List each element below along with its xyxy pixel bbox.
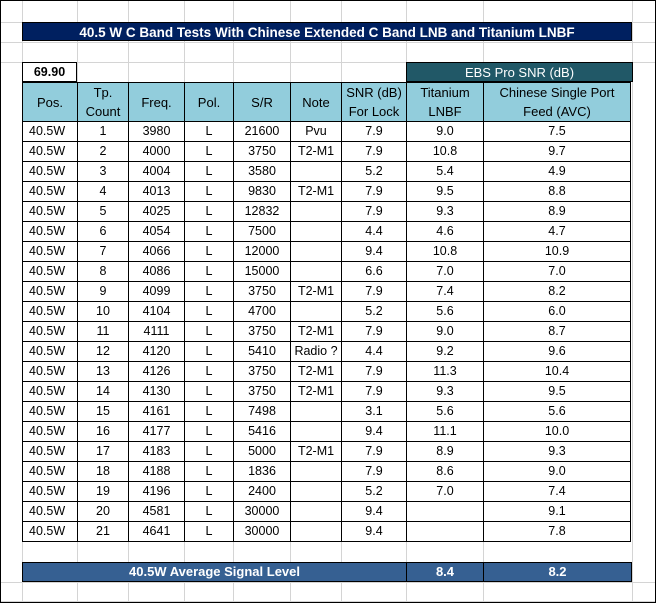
cell-pol[interactable]: L xyxy=(185,362,234,382)
cell-snr-lock[interactable]: 5.2 xyxy=(342,162,407,182)
cell-freq[interactable]: 4188 xyxy=(129,462,185,482)
cell-chinese-snr[interactable]: 9.1 xyxy=(484,502,631,522)
cell-pos[interactable]: 40.5W xyxy=(23,402,78,422)
cell-snr-lock[interactable]: 9.4 xyxy=(342,522,407,542)
cell-pol[interactable]: L xyxy=(185,122,234,142)
cell-freq[interactable]: 3980 xyxy=(129,122,185,142)
cell-sr[interactable]: 3750 xyxy=(234,382,291,402)
cell-snr-lock[interactable]: 9.4 xyxy=(342,422,407,442)
cell-sr[interactable]: 21600 xyxy=(234,122,291,142)
cell-titanium-snr[interactable]: 9.0 xyxy=(407,122,484,142)
cell-freq[interactable]: 4641 xyxy=(129,522,185,542)
cell-pol[interactable]: L xyxy=(185,142,234,162)
header-titanium-lnbf[interactable]: Titanium LNBF xyxy=(407,83,484,122)
cell-sr[interactable]: 30000 xyxy=(234,502,291,522)
cell-note[interactable]: T2-M1 xyxy=(291,382,342,402)
cell-freq[interactable]: 4177 xyxy=(129,422,185,442)
cell-tp-count[interactable]: 3 xyxy=(78,162,129,182)
header-pos[interactable]: Pos. xyxy=(23,83,78,122)
value-cell[interactable]: 69.90 xyxy=(22,62,77,82)
cell-sr[interactable]: 5000 xyxy=(234,442,291,462)
cell-tp-count[interactable]: 5 xyxy=(78,202,129,222)
cell-chinese-snr[interactable]: 6.0 xyxy=(484,302,631,322)
cell-tp-count[interactable]: 17 xyxy=(78,442,129,462)
cell-titanium-snr[interactable]: 7.4 xyxy=(407,282,484,302)
cell-sr[interactable]: 7498 xyxy=(234,402,291,422)
cell-tp-count[interactable]: 9 xyxy=(78,282,129,302)
cell-chinese-snr[interactable]: 9.5 xyxy=(484,382,631,402)
cell-pos[interactable]: 40.5W xyxy=(23,142,78,162)
cell-tp-count[interactable]: 6 xyxy=(78,222,129,242)
cell-freq[interactable]: 4025 xyxy=(129,202,185,222)
cell-pos[interactable]: 40.5W xyxy=(23,162,78,182)
average-label[interactable]: 40.5W Average Signal Level xyxy=(23,563,407,581)
cell-snr-lock[interactable]: 7.9 xyxy=(342,462,407,482)
cell-note[interactable]: T2-M1 xyxy=(291,142,342,162)
cell-chinese-snr[interactable]: 10.4 xyxy=(484,362,631,382)
cell-titanium-snr[interactable]: 11.1 xyxy=(407,422,484,442)
cell-sr[interactable]: 3580 xyxy=(234,162,291,182)
cell-tp-count[interactable]: 14 xyxy=(78,382,129,402)
cell-snr-lock[interactable]: 5.2 xyxy=(342,482,407,502)
cell-chinese-snr[interactable]: 10.0 xyxy=(484,422,631,442)
cell-tp-count[interactable]: 1 xyxy=(78,122,129,142)
cell-chinese-snr[interactable]: 9.0 xyxy=(484,462,631,482)
header-note[interactable]: Note xyxy=(291,83,342,122)
cell-freq[interactable]: 4099 xyxy=(129,282,185,302)
cell-pos[interactable]: 40.5W xyxy=(23,302,78,322)
cell-pos[interactable]: 40.5W xyxy=(23,242,78,262)
cell-freq[interactable]: 4111 xyxy=(129,322,185,342)
cell-freq[interactable]: 4120 xyxy=(129,342,185,362)
cell-chinese-snr[interactable]: 7.4 xyxy=(484,482,631,502)
cell-freq[interactable]: 4126 xyxy=(129,362,185,382)
cell-chinese-snr[interactable]: 10.9 xyxy=(484,242,631,262)
cell-sr[interactable]: 5410 xyxy=(234,342,291,362)
cell-snr-lock[interactable]: 7.9 xyxy=(342,362,407,382)
cell-pol[interactable]: L xyxy=(185,202,234,222)
cell-titanium-snr[interactable]: 5.6 xyxy=(407,402,484,422)
cell-pol[interactable]: L xyxy=(185,382,234,402)
cell-note[interactable]: Radio ? xyxy=(291,342,342,362)
cell-snr-lock[interactable]: 7.9 xyxy=(342,282,407,302)
cell-tp-count[interactable]: 11 xyxy=(78,322,129,342)
cell-sr[interactable]: 3750 xyxy=(234,362,291,382)
cell-chinese-snr[interactable]: 4.9 xyxy=(484,162,631,182)
cell-note[interactable]: T2-M1 xyxy=(291,442,342,462)
cell-tp-count[interactable]: 2 xyxy=(78,142,129,162)
cell-titanium-snr[interactable]: 10.8 xyxy=(407,142,484,162)
cell-snr-lock[interactable]: 7.9 xyxy=(342,202,407,222)
cell-sr[interactable]: 4700 xyxy=(234,302,291,322)
cell-pos[interactable]: 40.5W xyxy=(23,522,78,542)
cell-pos[interactable]: 40.5W xyxy=(23,182,78,202)
cell-titanium-snr[interactable]: 8.6 xyxy=(407,462,484,482)
cell-titanium-snr[interactable]: 7.0 xyxy=(407,262,484,282)
header-snr-lock[interactable]: SNR (dB) For Lock xyxy=(342,83,407,122)
cell-chinese-snr[interactable]: 7.0 xyxy=(484,262,631,282)
cell-sr[interactable]: 5416 xyxy=(234,422,291,442)
cell-sr[interactable]: 15000 xyxy=(234,262,291,282)
cell-sr[interactable]: 9830 xyxy=(234,182,291,202)
cell-pol[interactable]: L xyxy=(185,182,234,202)
cell-freq[interactable]: 4183 xyxy=(129,442,185,462)
cell-titanium-snr[interactable]: 9.3 xyxy=(407,202,484,222)
cell-sr[interactable]: 1836 xyxy=(234,462,291,482)
cell-pos[interactable]: 40.5W xyxy=(23,122,78,142)
cell-snr-lock[interactable]: 9.4 xyxy=(342,242,407,262)
cell-freq[interactable]: 4013 xyxy=(129,182,185,202)
cell-pos[interactable]: 40.5W xyxy=(23,262,78,282)
cell-pol[interactable]: L xyxy=(185,282,234,302)
cell-pos[interactable]: 40.5W xyxy=(23,342,78,362)
cell-pos[interactable]: 40.5W xyxy=(23,462,78,482)
cell-sr[interactable]: 12000 xyxy=(234,242,291,262)
cell-pol[interactable]: L xyxy=(185,522,234,542)
cell-titanium-snr[interactable]: 11.3 xyxy=(407,362,484,382)
cell-pos[interactable]: 40.5W xyxy=(23,502,78,522)
cell-titanium-snr[interactable]: 5.4 xyxy=(407,162,484,182)
cell-chinese-snr[interactable]: 9.7 xyxy=(484,142,631,162)
cell-snr-lock[interactable]: 4.4 xyxy=(342,222,407,242)
cell-chinese-snr[interactable]: 9.6 xyxy=(484,342,631,362)
cell-pos[interactable]: 40.5W xyxy=(23,322,78,342)
cell-pol[interactable]: L xyxy=(185,302,234,322)
header-chinese-feed[interactable]: Chinese Single Port Feed (AVC) xyxy=(484,83,631,122)
cell-sr[interactable]: 3750 xyxy=(234,282,291,302)
cell-snr-lock[interactable]: 9.4 xyxy=(342,502,407,522)
cell-pol[interactable]: L xyxy=(185,422,234,442)
cell-pos[interactable]: 40.5W xyxy=(23,222,78,242)
cell-pol[interactable]: L xyxy=(185,402,234,422)
cell-pol[interactable]: L xyxy=(185,162,234,182)
chinese-average[interactable]: 8.2 xyxy=(484,563,631,581)
cell-pos[interactable]: 40.5W xyxy=(23,442,78,462)
cell-snr-lock[interactable]: 5.2 xyxy=(342,302,407,322)
header-sr[interactable]: S/R xyxy=(234,83,291,122)
header-pol[interactable]: Pol. xyxy=(185,83,234,122)
cell-freq[interactable]: 4086 xyxy=(129,262,185,282)
cell-sr[interactable]: 7500 xyxy=(234,222,291,242)
cell-tp-count[interactable]: 15 xyxy=(78,402,129,422)
cell-snr-lock[interactable]: 3.1 xyxy=(342,402,407,422)
cell-pol[interactable]: L xyxy=(185,322,234,342)
ebs-pro-snr-header: EBS Pro SNR (dB) xyxy=(406,62,633,82)
cell-pol[interactable]: L xyxy=(185,462,234,482)
cell-sr[interactable]: 3750 xyxy=(234,322,291,342)
cell-pol[interactable]: L xyxy=(185,262,234,282)
cell-titanium-snr[interactable]: 9.5 xyxy=(407,182,484,202)
cell-chinese-snr[interactable]: 5.6 xyxy=(484,402,631,422)
cell-note[interactable]: T2-M1 xyxy=(291,282,342,302)
cell-chinese-snr[interactable]: 8.9 xyxy=(484,202,631,222)
cell-tp-count[interactable]: 19 xyxy=(78,482,129,502)
cell-chinese-snr[interactable]: 7.5 xyxy=(484,122,631,142)
cell-pos[interactable]: 40.5W xyxy=(23,282,78,302)
cell-freq[interactable]: 4196 xyxy=(129,482,185,502)
cell-snr-lock[interactable]: 4.4 xyxy=(342,342,407,362)
cell-titanium-snr[interactable]: 7.0 xyxy=(407,482,484,502)
header-freq[interactable]: Freq. xyxy=(129,83,185,122)
cell-pol[interactable]: L xyxy=(185,482,234,502)
cell-titanium-snr[interactable]: 9.3 xyxy=(407,382,484,402)
titanium-average[interactable]: 8.4 xyxy=(407,563,484,581)
cell-tp-count[interactable]: 7 xyxy=(78,242,129,262)
cell-chinese-snr[interactable]: 7.8 xyxy=(484,522,631,542)
cell-freq[interactable]: 4161 xyxy=(129,402,185,422)
cell-sr[interactable]: 12832 xyxy=(234,202,291,222)
cell-pol[interactable]: L xyxy=(185,502,234,522)
cell-note[interactable]: T2-M1 xyxy=(291,362,342,382)
cell-freq[interactable]: 4130 xyxy=(129,382,185,402)
header-tp-count[interactable]: Tp. Count xyxy=(78,83,129,122)
cell-pos[interactable]: 40.5W xyxy=(23,202,78,222)
cell-freq[interactable]: 4104 xyxy=(129,302,185,322)
cell-titanium-snr[interactable]: 10.8 xyxy=(407,242,484,262)
cell-snr-lock[interactable]: 7.9 xyxy=(342,382,407,402)
sheet-title: 40.5 W C Band Tests With Chinese Extended C Band LNB and Titanium LNBF xyxy=(22,22,632,41)
cell-freq[interactable]: 4004 xyxy=(129,162,185,182)
cell-pol[interactable]: L xyxy=(185,342,234,362)
cell-freq[interactable]: 4000 xyxy=(129,142,185,162)
cell-pol[interactable]: L xyxy=(185,242,234,262)
cell-freq[interactable]: 4066 xyxy=(129,242,185,262)
cell-tp-count[interactable]: 21 xyxy=(78,522,129,542)
cell-titanium-snr[interactable]: 5.6 xyxy=(407,302,484,322)
cell-note[interactable]: T2-M1 xyxy=(291,182,342,202)
cell-freq[interactable]: 4581 xyxy=(129,502,185,522)
cell-pos[interactable]: 40.5W xyxy=(23,382,78,402)
cell-chinese-snr[interactable]: 8.2 xyxy=(484,282,631,302)
cell-sr[interactable]: 2400 xyxy=(234,482,291,502)
cell-pos[interactable]: 40.5W xyxy=(23,362,78,382)
cell-chinese-snr[interactable]: 9.3 xyxy=(484,442,631,462)
cell-sr[interactable]: 30000 xyxy=(234,522,291,542)
cell-snr-lock[interactable]: 7.9 xyxy=(342,322,407,342)
cell-snr-lock[interactable]: 7.9 xyxy=(342,182,407,202)
cell-tp-count[interactable]: 20 xyxy=(78,502,129,522)
cell-pol[interactable]: L xyxy=(185,222,234,242)
cell-snr-lock[interactable]: 6.6 xyxy=(342,262,407,282)
cell-tp-count[interactable]: 8 xyxy=(78,262,129,282)
cell-snr-lock[interactable]: 7.9 xyxy=(342,142,407,162)
cell-note[interactable]: T2-M1 xyxy=(291,322,342,342)
cell-chinese-snr[interactable]: 8.7 xyxy=(484,322,631,342)
cell-tp-count[interactable]: 13 xyxy=(78,362,129,382)
cell-titanium-snr[interactable]: 9.2 xyxy=(407,342,484,362)
cell-chinese-snr[interactable]: 4.7 xyxy=(484,222,631,242)
cell-pol[interactable]: L xyxy=(185,442,234,462)
cell-tp-count[interactable]: 18 xyxy=(78,462,129,482)
cell-tp-count[interactable]: 10 xyxy=(78,302,129,322)
cell-pos[interactable]: 40.5W xyxy=(23,422,78,442)
cell-snr-lock[interactable]: 7.9 xyxy=(342,122,407,142)
cell-tp-count[interactable]: 4 xyxy=(78,182,129,202)
cell-tp-count[interactable]: 12 xyxy=(78,342,129,362)
cell-tp-count[interactable]: 16 xyxy=(78,422,129,442)
cell-chinese-snr[interactable]: 8.8 xyxy=(484,182,631,202)
cell-sr[interactable]: 3750 xyxy=(234,142,291,162)
cell-freq[interactable]: 4054 xyxy=(129,222,185,242)
cell-snr-lock[interactable]: 7.9 xyxy=(342,442,407,462)
cell-pos[interactable]: 40.5W xyxy=(23,482,78,502)
cell-titanium-snr[interactable]: 8.9 xyxy=(407,442,484,462)
cell-titanium-snr[interactable]: 9.0 xyxy=(407,322,484,342)
cell-note[interactable]: Pvu xyxy=(291,122,342,142)
cell-titanium-snr[interactable]: 4.6 xyxy=(407,222,484,242)
